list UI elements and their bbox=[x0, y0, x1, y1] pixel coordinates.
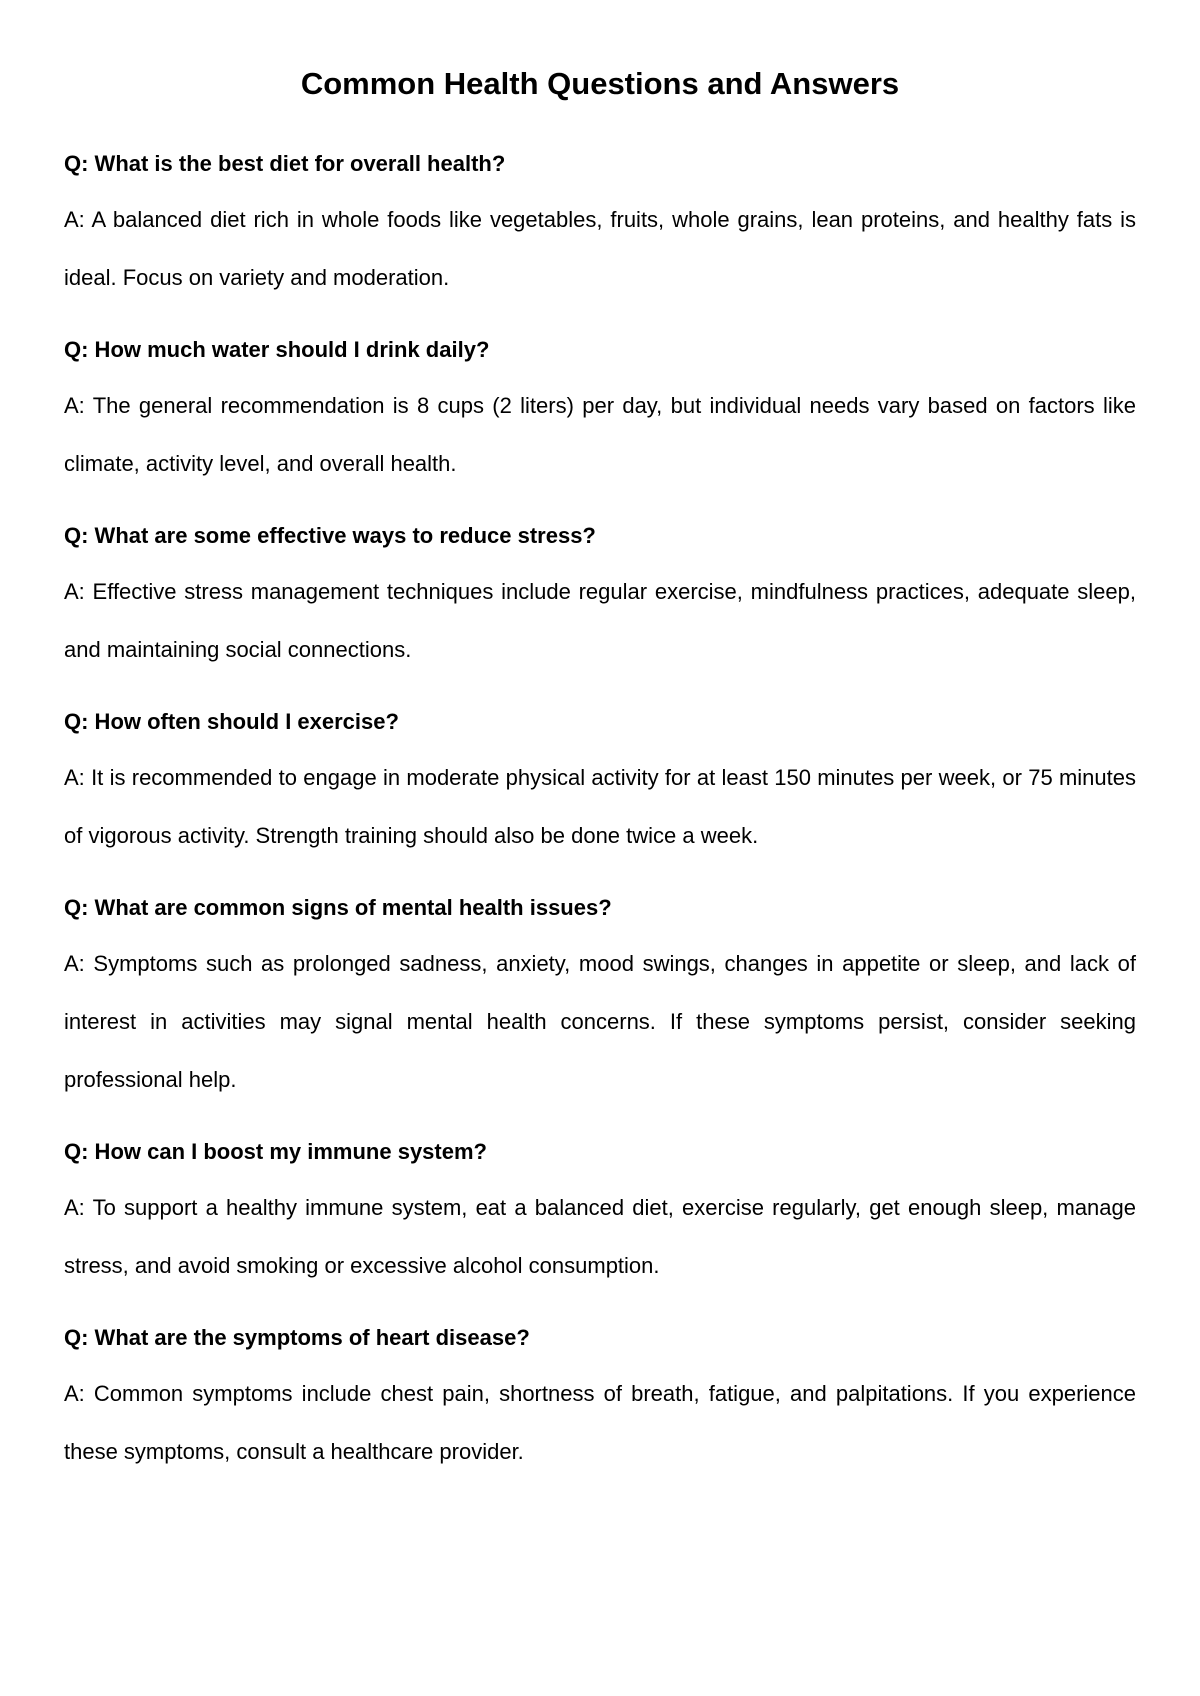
answer: A: Symptoms such as prolonged sadness, anxiety, mood swings, changes in appetite or sleep, and lack of interest in activities may signal mental health concerns. If these symptoms persist, consider seeking professional help. bbox=[64, 951, 1136, 1092]
question: Q: What are some effective ways to reduce stress? bbox=[64, 523, 596, 548]
qa-item-stress bbox=[64, 522, 1136, 679]
answer: A: The general recommendation is 8 cups (2 liters) per day, but individual needs vary based on factors like climate, activity level, and overall health. bbox=[64, 393, 1136, 476]
document-title: Common Health Questions and Answers bbox=[300, 66, 900, 101]
qa-item-water bbox=[64, 336, 1136, 493]
question: Q: How much water should I drink daily? bbox=[64, 337, 490, 362]
question: Q: What is the best diet for overall health? bbox=[64, 151, 506, 176]
answer: A: A balanced diet rich in whole foods like vegetables, fruits, whole grains, lean proteins, and healthy fats is ideal. Focus on variety and moderation. bbox=[64, 207, 1136, 290]
qa-item-exercise bbox=[64, 708, 1136, 865]
answer: A: To support a healthy immune system, eat a balanced diet, exercise regularly, get enough sleep, manage stress, and avoid smoking or excessive alcohol consumption. bbox=[64, 1195, 1136, 1278]
qa-item-immune-system bbox=[64, 1138, 1136, 1295]
question: Q: What are the symptoms of heart disease? bbox=[64, 1325, 530, 1350]
qa-item-heart-disease bbox=[64, 1324, 1136, 1481]
question: Q: What are common signs of mental health issues? bbox=[64, 895, 612, 920]
answer: A: It is recommended to engage in moderate physical activity for at least 150 minutes per week, or 75 minutes of vigorous activity. Strength training should also be done twice a week. bbox=[64, 765, 1136, 848]
question: Q: How can I boost my immune system? bbox=[64, 1139, 487, 1164]
qa-item-mental-health bbox=[64, 894, 1136, 1109]
question: Q: How often should I exercise? bbox=[64, 709, 399, 734]
qa-item-diet bbox=[64, 150, 1136, 307]
answer: A: Common symptoms include chest pain, shortness of breath, fatigue, and palpitations. If you experience these symptoms, consult a healthcare provider. bbox=[64, 1381, 1136, 1464]
qa-list bbox=[64, 150, 1136, 1481]
answer: A: Effective stress management techniques include regular exercise, mindfulness practices, adequate sleep, and maintaining social connections. bbox=[64, 579, 1136, 662]
